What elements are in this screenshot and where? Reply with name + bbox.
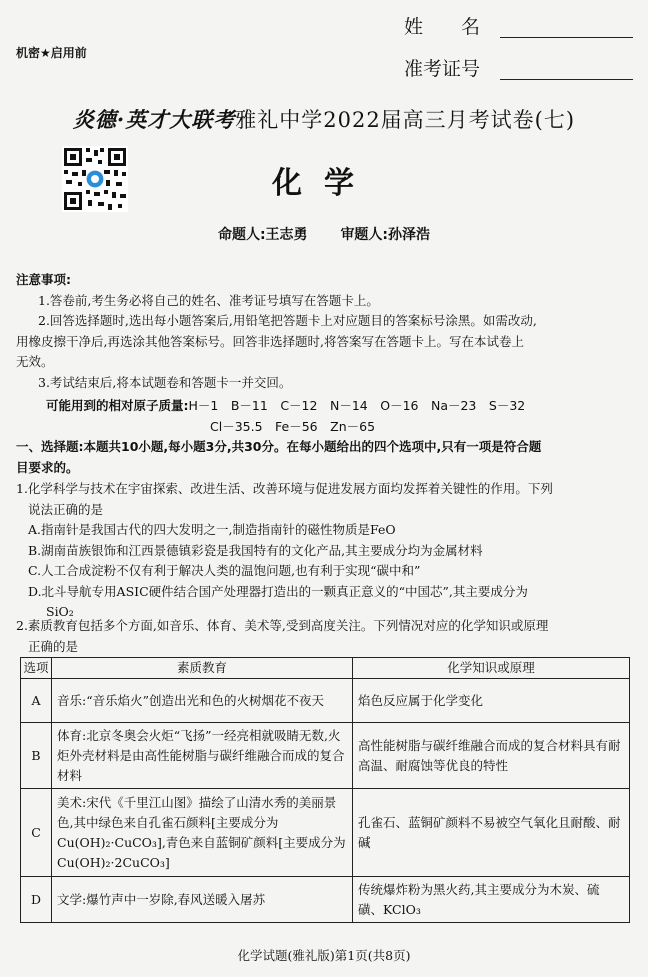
notice-item-3: 3.考试结束后,将本试题卷和答题卡一并交回。 xyxy=(38,374,292,390)
table-row xyxy=(21,723,630,789)
q2-stem-1: 2.素质教育包括多个方面,如音乐、体育、美术等,受到高度关注。下列情况对应的化学知识或原理 xyxy=(16,618,549,633)
q2-row-d-education: 文学:爆竹声中一岁除,春风送暖入屠苏 xyxy=(52,877,353,923)
q2-row-c-education: 美术:宋代《千里江山图》描绘了山清水秀的美丽景色,其中绿色来自孔雀石颜料[主要成分为Cu(OH)₂·CuCO₃],青色来自蓝铜矿颜料[主要成分为Cu(OH)₂·2CuCO₃] xyxy=(52,789,353,877)
q2-row-b-chemistry: 高性能树脂与碳纤维融合而成的复合材料具有耐高温、耐腐蚀等优良的特性 xyxy=(353,723,630,789)
confidential-label: 机密★启用前 xyxy=(16,46,87,60)
atomic-mass-line-2: Cl－35.5 Fe－56 Zn－65 xyxy=(210,419,376,434)
exam-id-label: 准考证号 xyxy=(404,58,481,80)
q1-option-b: B.湖南苗族银饰和江西景德镇彩瓷是我国特有的文化产品,其主要成分均为金属材料 xyxy=(28,542,483,558)
q2-table-header xyxy=(21,658,630,679)
q2-row-c-option: C xyxy=(21,789,52,877)
name-underline xyxy=(500,37,633,38)
exam-title xyxy=(0,104,648,134)
q1-stem-1: 1.化学科学与技术在宇宙探索、改进生活、改善环境与促进发展方面均发挥着关键性的作用。下列 xyxy=(16,481,553,496)
exam-title-rest: 雅礼中学2022届高三月考试卷(七) xyxy=(235,108,576,132)
q2-col-option: 选项 xyxy=(21,658,52,679)
exam-brand: 炎德·英才大联考 xyxy=(72,107,236,132)
setter-label: 命题人:王志勇 xyxy=(217,227,308,243)
atomic-mass-line-1 xyxy=(46,396,525,414)
authors-line xyxy=(0,224,648,244)
atomic-mass-label: 可能用到的相对原子质量: xyxy=(46,398,189,413)
q2-row-a-chemistry: 焰色反应属于化学变化 xyxy=(353,679,630,723)
exam-id-field[interactable] xyxy=(404,54,639,82)
table-row xyxy=(21,679,630,723)
page-footer: 化学试题(雅礼版)第1页(共8页) xyxy=(237,948,411,963)
q1-stem-2: 说法正确的是 xyxy=(28,501,104,517)
q2-row-d-option: D xyxy=(21,877,52,923)
question-2 xyxy=(16,616,636,657)
q2-table xyxy=(20,657,630,923)
q2-col-chemistry: 化学知识或原理 xyxy=(353,658,630,679)
notice-item-2: 2.回答选择题时,选出每小题答案后,用铅笔把答题卡上对应题目的答案标号涂黑。如需改动, xyxy=(38,313,537,328)
q2-row-d-chemistry: 传统爆炸粉为黑火药,其主要成分为木炭、硫磺、KClO₃ xyxy=(353,877,630,923)
q2-row-b-option: B xyxy=(21,723,52,789)
exam-id-underline xyxy=(500,79,633,80)
name-label: 姓 名 xyxy=(404,16,481,38)
notice-item-2-cont: 用橡皮擦干净后,再选涂其他答案标号。回答非选择题时,将答案写在答题卡上。写在本试卷上 xyxy=(16,333,524,349)
atomic-mass-values-1: H－1 B－11 C－12 N－14 O－16 Na－23 S－32 xyxy=(188,398,526,413)
name-field[interactable] xyxy=(404,12,639,40)
question-1 xyxy=(16,479,636,623)
q2-col-education: 素质教育 xyxy=(52,658,353,679)
q1-option-d-cont: SiO₂ xyxy=(46,604,74,619)
q1-option-d: D.北斗导航专用ASIC硬件结合国产处理器打造出的一颗真正意义的“中国芯”,其主要成分为 xyxy=(28,583,528,599)
notice-item-2-end: 无效。 xyxy=(16,354,54,369)
section-1-instructions xyxy=(16,437,636,478)
section-1-line-1: 一、选择题:本题共10小题,每小题3分,共30分。在每小题给出的四个选项中,只有一项是符合题 xyxy=(16,439,542,454)
q2-row-a-option: A xyxy=(21,679,52,723)
q1-option-c: C.人工合成淀粉不仅有利于解决人类的温饱问题,也有利于实现“碳中和” xyxy=(28,563,421,578)
section-1-line-2: 目要求的。 xyxy=(16,459,79,475)
q1-option-a: A.指南针是我国古代的四大发明之一,制造指南针的磁性物质是FeO xyxy=(28,522,396,537)
q2-row-a-education: 音乐:“音乐焰火”创造出光和色的火树烟花不夜天 xyxy=(52,679,353,723)
table-row xyxy=(21,877,630,923)
q2-row-c-chemistry: 孔雀石、蓝铜矿颜料不易被空气氧化且耐酸、耐碱 xyxy=(353,789,630,877)
q2-stem-2: 正确的是 xyxy=(28,638,79,654)
notice-item-1: 1.答卷前,考生务必将自己的姓名、准考证号填写在答题卡上。 xyxy=(38,292,379,308)
notice-heading: 注意事项: xyxy=(16,272,71,287)
notice-section xyxy=(16,270,636,393)
q2-row-b-education: 体育:北京冬奥会火炬“飞扬”一经亮相就吸睛无数,火炬外壳材料是由高性能树脂与碳纤维融合而成的复合材料 xyxy=(52,723,353,789)
table-row xyxy=(21,789,630,877)
subject-title: 化学 xyxy=(272,166,376,201)
reviewer-label: 审题人:孙泽浩 xyxy=(340,227,431,243)
